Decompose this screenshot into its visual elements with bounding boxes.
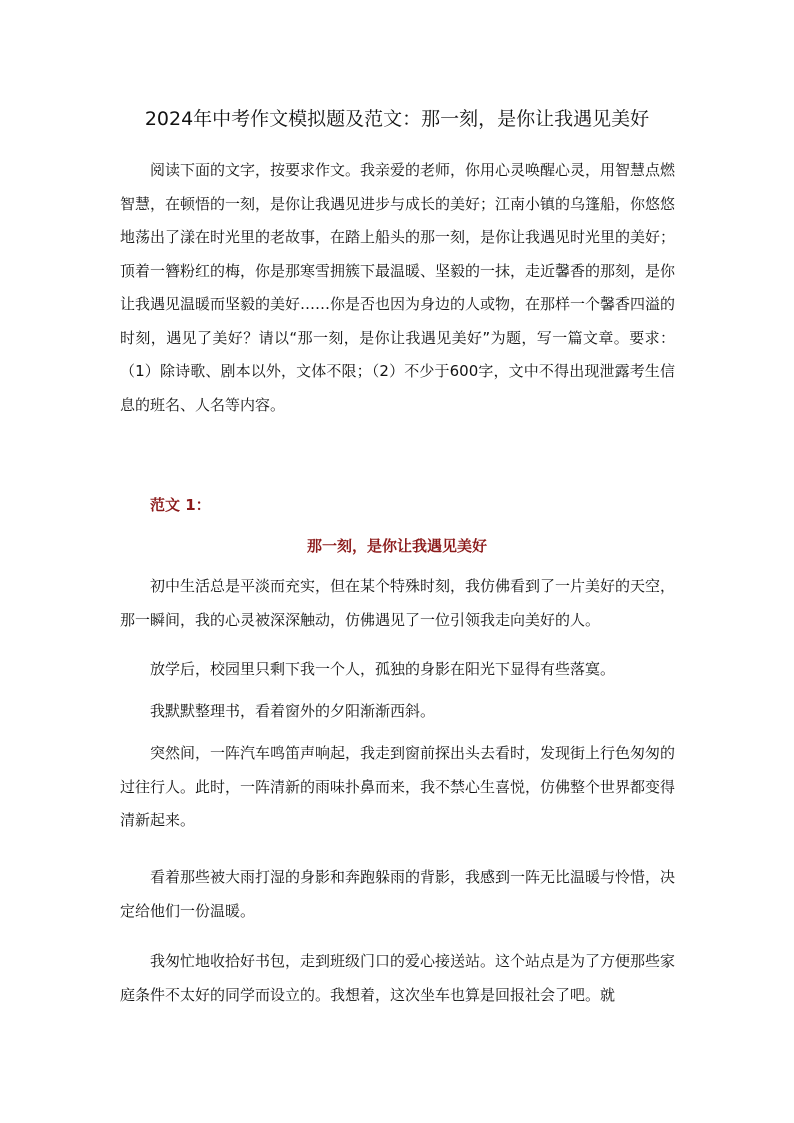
- essay-paragraph-6: 我匆忙地收拾好书包，走到班级门口的爱心接送站。这个站点是为了方便那些家庭条件不太好的同学而设立的。我想着，这次坐车也算是回报社会了吧。就: [120, 952, 676, 1004]
- prompt-paragraph: 阅读下面的文字，按要求作文。我亲爱的老师，你用心灵唤醒心灵，用智慧点燃智慧，在顿悟的一刻，是你让我遇见进步与成长的美好；江南小镇的乌篷船，你悠悠地荡出了漾在时光里的老故事，在踏上船头的那一刻，是你让我遇见时光里的美好；顶着一簪粉红的梅，你是那寒雪拥簇下最温暖、坚毅的一抹，走近馨香的那刻，是你让我遇见温暖而坚毅的美好……你是否也因为身边的人或物，在那样一个馨香四溢的时刻，遇见了美好？请以“那一刻，是你让我遇见美好”为题，写一篇文章。要求：（1）除诗歌、剧本以外，文体不限；（2）不少于600字，文中不得出现泄露考生信息的班名、人名等内容。: [120, 161, 676, 414]
- sample-essay-title: 那一刻，是你让我遇见美好: [306, 537, 487, 555]
- essay-paragraph-2: 放学后，校园里只剩下我一个人，孤独的身影在阳光下显得有些落寞。: [150, 660, 616, 678]
- essay-paragraph-3: 我默默整理书，看着窗外的夕阳渐渐西斜。: [150, 702, 436, 720]
- essay-paragraph-1: 初中生活总是平淡而充实，但在某个特殊时刻，我仿佛看到了一片美好的天空，那一瞬间，我的心灵被深深触动，仿佛遇见了一位引领我走向美好的人。: [120, 577, 676, 629]
- document-title: 2024年中考作文模拟题及范文：那一刻，是你让我遇见美好: [144, 108, 650, 130]
- sample-essay-label: 范文 1：: [150, 496, 211, 514]
- essay-paragraph-5: 看着那些被大雨打湿的身影和奔跑躲雨的背影，我感到一阵无比温暖与怜惜，决定给他们一份温暖。: [120, 868, 676, 920]
- essay-paragraph-4: 突然间，一阵汽车鸣笛声响起，我走到窗前探出头去看时，发现街上行色匆匆的过往行人。此时，一阵清新的雨味扑鼻而来，我不禁心生喜悦，仿佛整个世界都变得清新起来。: [120, 744, 676, 829]
